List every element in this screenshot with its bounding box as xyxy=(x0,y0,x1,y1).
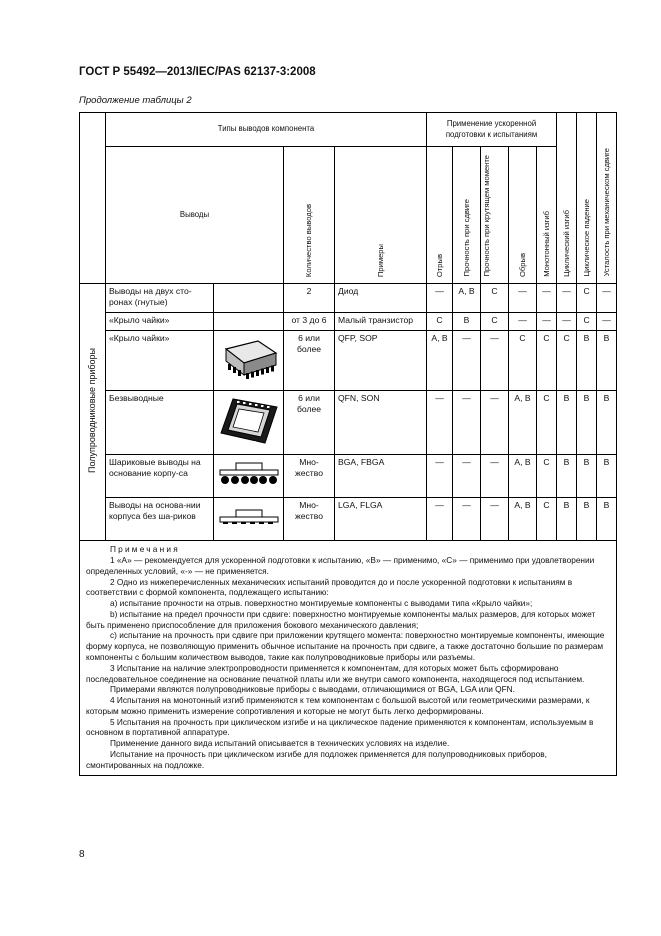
page-number: 8 xyxy=(79,849,85,860)
cell-value: A, B xyxy=(427,331,453,391)
cell-value: C xyxy=(537,498,557,541)
note-paragraph: с) испытание на прочность при сдвиге при приложении крутящего момента: поверхностно монтируемые компоненты, имеющие форму корпуса, не позволяющую применить обычное испытание на прочность при сдвиге, а также достаточно большие по размерам компоненты с большим количеством выводов, такие как полупроводниковые приборы или разъемы. xyxy=(86,630,605,662)
cell-value: — xyxy=(453,391,481,455)
table-row xyxy=(80,313,617,331)
note-paragraph: 5 Испытания на прочность при циклическом изгибе и на циклическое падение применяются к компонентам, используемым в основном в портативной аппаратуре. xyxy=(86,716,594,738)
row-leads: «Крыло чайки» xyxy=(106,331,214,391)
row-leads: «Крыло чайки» xyxy=(106,313,214,331)
row-image-empty xyxy=(214,313,284,331)
note-paragraph: Испытание на прочность при циклическом изгибе для подложек применяется для полупроводниковых приборов, смонтированных на подложке. xyxy=(86,749,547,770)
row-leads: Шариковые выводы на основание корпу-са xyxy=(106,455,214,498)
note-paragraph: b) испытание на предел прочности при сдвиге: поверхностно монтируемые компоненты малых размеров, для которых может быть применено приспособление для приложения бокового механического давления; xyxy=(86,608,596,630)
cell-value: C xyxy=(427,313,453,331)
row-count: Мно-жество xyxy=(284,455,335,498)
cell-value: — xyxy=(557,313,577,331)
note-paragraph: Примерами являются полупроводниковые приборы с выводами, отличающимися от BGA, LGA или QFN. xyxy=(110,684,515,695)
col-header-cyclic-bend: Циклический изгиб xyxy=(557,113,577,284)
cell-value: C xyxy=(577,313,597,331)
cell-value: B xyxy=(577,455,597,498)
cell-value: A, B xyxy=(509,391,537,455)
cell-value: — xyxy=(427,498,453,541)
col-header-fatigue-shear: Усталость при механическом сдвиге xyxy=(597,113,617,284)
cell-value: — xyxy=(453,455,481,498)
table-caption: Продолжение таблицы 2 xyxy=(79,95,192,106)
notes-title: Примечания xyxy=(110,544,180,555)
row-leads: Безвыводные xyxy=(106,391,214,455)
cell-value: — xyxy=(537,284,557,313)
row-examples: QFN, SON xyxy=(335,391,427,455)
cell-value: B xyxy=(557,498,577,541)
cell-value: C xyxy=(481,313,509,331)
cell-value: C xyxy=(537,455,557,498)
cell-value: B xyxy=(597,498,617,541)
cell-value: — xyxy=(427,391,453,455)
row-examples: QFP, SOP xyxy=(335,331,427,391)
col-header-cyclic-drop: Циклическое падение xyxy=(577,113,597,284)
col-header-break: Обрыв xyxy=(509,147,537,284)
cell-value: — xyxy=(427,284,453,313)
row-leads: Выводы на основа-нии корпуса без ша-риков xyxy=(106,498,214,541)
cell-value: B xyxy=(597,391,617,455)
cell-value: B xyxy=(557,391,577,455)
cell-value: — xyxy=(509,284,537,313)
cell-value: — xyxy=(481,498,509,541)
row-count: от 3 до 6 xyxy=(284,313,335,331)
cell-value: A, B xyxy=(509,455,537,498)
cell-value: — xyxy=(453,331,481,391)
cell-value: — xyxy=(537,313,557,331)
cell-value: A, B xyxy=(509,498,537,541)
table-row xyxy=(80,391,617,455)
table-row xyxy=(80,284,617,313)
row-image-empty xyxy=(214,284,284,313)
cell-value: B xyxy=(597,331,617,391)
note-paragraph: 2 Одно из нижеперечисленных механических испытаний проводится до и после ускоренной подготовки к испытаниям в соответствии с формой компонента, подлежащего испытанию: xyxy=(86,576,573,598)
row-count: 2 xyxy=(284,284,335,313)
col-header-torque: Прочность при крутящем моменте xyxy=(481,147,509,284)
cell-value: — xyxy=(481,391,509,455)
row-examples: Диод xyxy=(335,284,427,313)
cell-value: C xyxy=(577,284,597,313)
cell-value: C xyxy=(509,331,537,391)
row-count: 6 или более xyxy=(284,331,335,391)
cell-value: B xyxy=(597,455,617,498)
lga-package-image xyxy=(214,498,284,541)
side-label: Полупроводниковые приборы xyxy=(80,284,106,541)
cell-value: C xyxy=(481,284,509,313)
qfp-package-image xyxy=(214,331,284,391)
col-header-shear: Прочность при сдвиге xyxy=(453,147,481,284)
col-header-leads: Выводы xyxy=(106,147,284,284)
cell-value: C xyxy=(537,331,557,391)
corner-cell xyxy=(80,113,106,284)
note-paragraph: Применение данного вида испытаний описывается в технических условиях на изделие. xyxy=(110,738,450,749)
table-row xyxy=(80,455,617,498)
cell-value: B xyxy=(577,498,597,541)
cell-value: C xyxy=(537,391,557,455)
col-header-monotonic-bend: Монотонный изгиб xyxy=(537,147,557,284)
cell-value: — xyxy=(453,498,481,541)
table-notes xyxy=(80,541,617,775)
row-count: 6 или более xyxy=(284,391,335,455)
note-paragraph: а) испытание прочности на отрыв. поверхностно монтируемые компоненты с выводами типа «Крыло чайки»; xyxy=(110,598,533,609)
cell-value: — xyxy=(427,455,453,498)
table-row xyxy=(80,331,617,391)
note-paragraph: 1 «А» — рекомендуется для ускоренной подготовки к испытанию, «В» — применимо, «С» — применимо при удовлетворении определенных условий, «-» — не применяется. xyxy=(86,554,595,576)
cell-value: B xyxy=(453,313,481,331)
note-paragraph: 4 Испытания на монотонный изгиб применяются к тем компонентам с большой высотой или геометрическими размерами, к которым можно применить измерение сопротивления и которые не могут быть легко деформированы. xyxy=(86,695,590,716)
cell-value: B xyxy=(577,391,597,455)
cell-value: A, B xyxy=(453,284,481,313)
cell-value: B xyxy=(577,331,597,391)
accel-header: Применение ускоренной подготовки к испытаниям xyxy=(427,113,557,147)
cell-value: B xyxy=(557,455,577,498)
col-header-examples: Примеры xyxy=(335,147,427,284)
cell-value: — xyxy=(481,455,509,498)
cell-value: — xyxy=(597,284,617,313)
row-examples: BGA, FBGA xyxy=(335,455,427,498)
group-header: Типы выводов компонента xyxy=(106,113,427,147)
note-paragraph: 3 Испытание на наличие электропроводности применяется к компонентам, для которых может быть сформировано последовательное соединение на основание печатной платы или же внутри самого компонента, находящегося под испытанием. xyxy=(86,662,585,684)
cell-value: C xyxy=(557,331,577,391)
cell-value: — xyxy=(597,313,617,331)
cell-value: — xyxy=(481,331,509,391)
col-header-count: Количество выводов xyxy=(284,147,335,284)
col-header-pull: Отрыв xyxy=(427,147,453,284)
components-table xyxy=(79,112,617,776)
row-examples: Малый транзистор xyxy=(335,313,427,331)
row-leads: Выводы на двух сто-ронах (гнутые) xyxy=(106,284,214,313)
qfn-package-image xyxy=(214,391,284,455)
row-examples: LGA, FLGA xyxy=(335,498,427,541)
row-count: Мно-жество xyxy=(284,498,335,541)
document-header: ГОСТ Р 55492—2013/IEC/PAS 62137-3:2008 xyxy=(79,66,316,78)
bga-package-image xyxy=(214,455,284,498)
table-row xyxy=(80,498,617,541)
cell-value: — xyxy=(557,284,577,313)
cell-value: — xyxy=(509,313,537,331)
